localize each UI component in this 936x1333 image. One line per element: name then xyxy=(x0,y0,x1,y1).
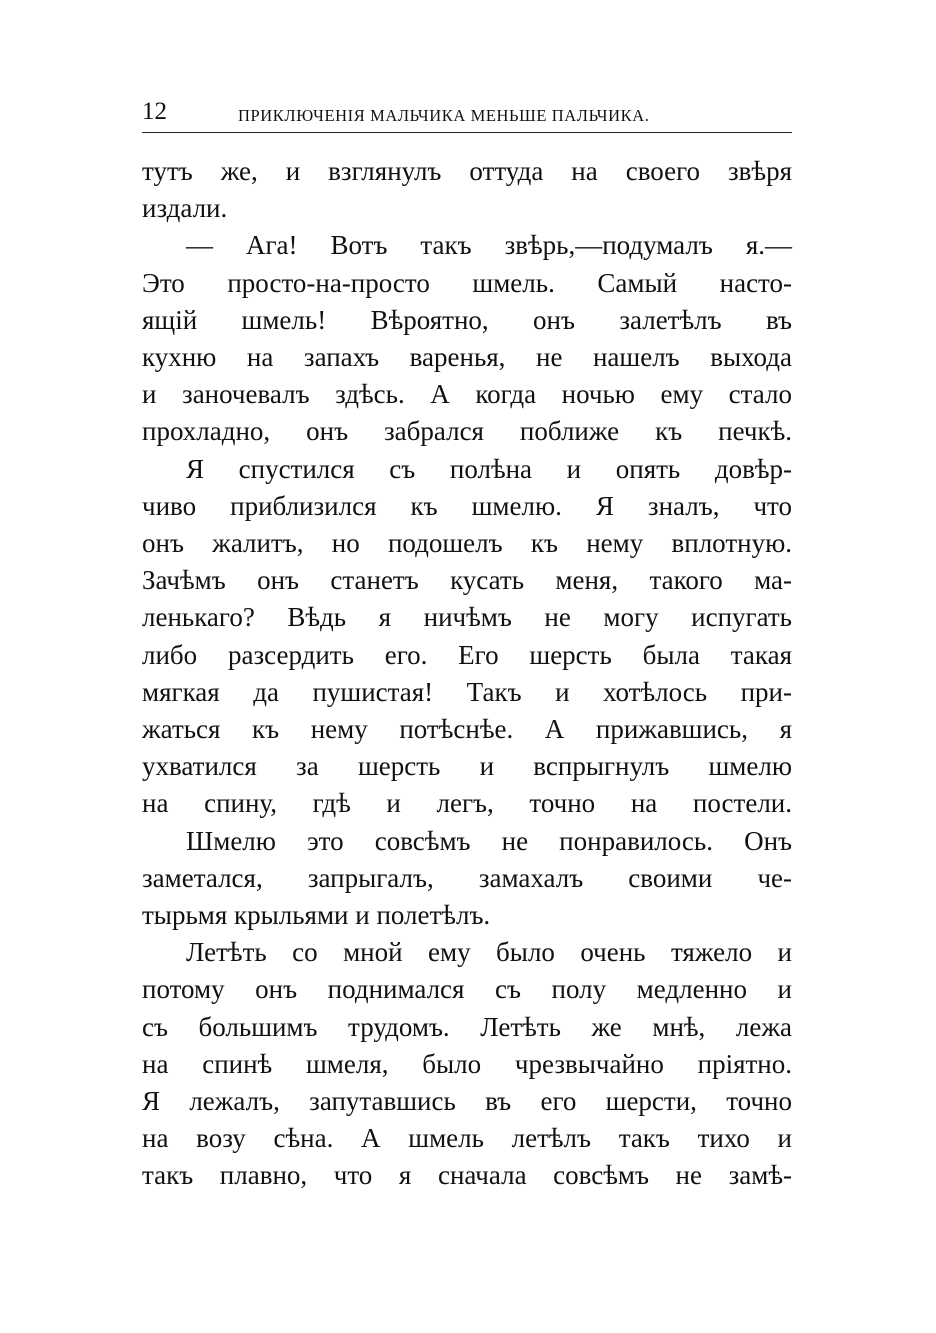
text-line: жаться къ нему потѣснѣе. А прижавшись, я xyxy=(142,714,792,745)
text-line: Это просто-на-просто шмель. Самый насто- xyxy=(142,267,792,298)
running-title: ПРИКЛЮЧЕНІЯ МАЛЬЧИКА МЕНЬШЕ ПАЛЬЧИКА. xyxy=(238,106,650,125)
text-line: съ большимъ трудомъ. Летѣть же мнѣ, лежа xyxy=(142,1011,792,1042)
text-line: мягкая да пушистая! Такъ и хотѣлось при- xyxy=(142,676,792,707)
text-line: чиво приблизился къ шмелю. Я зналъ, что xyxy=(142,490,792,521)
text-line: потому онъ поднимался съ полу медленно и xyxy=(142,974,792,1005)
text-line: издали. xyxy=(142,193,228,224)
text-line: тутъ же, и взглянулъ оттуда на своего звѣря xyxy=(142,156,792,186)
text-line: ленькаго? Вѣдь я ничѣмъ не могу испугать xyxy=(142,602,792,633)
running-header xyxy=(142,96,792,133)
text-line: Летѣть со мной ему было очень тяжело и xyxy=(186,937,792,968)
text-line: такъ плавно, что я сначала совсѣмъ не замѣ- xyxy=(142,1160,792,1191)
text-line: на спину, гдѣ и легъ, точно на постели. xyxy=(142,788,792,819)
text-line: ящій шмель! Вѣроятно, онъ залетѣлъ въ xyxy=(142,304,792,335)
text-line: — Ага! Вотъ такъ звѣрь,—подумалъ я.— xyxy=(186,230,792,261)
text-line: Шмелю это совсѣмъ не понравилось. Онъ xyxy=(186,825,792,856)
text-line: либо разсердить его. Его шерсть была такая xyxy=(142,639,792,670)
paragraph-3 xyxy=(142,451,792,823)
text-line: кухню на запахъ варенья, не нашелъ выхода xyxy=(142,342,792,373)
text-line: прохладно, онъ забрался поближе къ печкѣ. xyxy=(142,416,792,447)
text-line: на возу сѣна. А шмель летѣлъ такъ тихо и xyxy=(142,1123,792,1154)
paragraph-1 xyxy=(142,153,792,227)
text-line: и заночевалъ здѣсь. А когда ночью ему стало xyxy=(142,379,792,410)
text-line: Я лежалъ, запутавшись въ его шерсти, точно xyxy=(142,1086,792,1117)
paragraph-5 xyxy=(142,934,792,1194)
text-line: Зачѣмъ онъ станетъ кусать меня, такого ма- xyxy=(142,565,792,596)
paragraph-4 xyxy=(142,823,792,935)
text-line: Я спустился съ полѣна и опять довѣр- xyxy=(186,453,792,484)
body-text xyxy=(142,153,792,1195)
text-line: на спинѣ шмеля, было чрезвычайно пріятно. xyxy=(142,1048,792,1079)
book-page xyxy=(142,96,792,1195)
paragraph-2 xyxy=(142,227,792,450)
text-line: заметался, запрыгалъ, замахалъ своими че- xyxy=(142,862,792,893)
text-line: тырьмя крыльями и полетѣлъ. xyxy=(142,900,491,931)
text-line: онъ жалитъ, но подошелъ къ нему вплотную. xyxy=(142,528,792,559)
page-number: 12 xyxy=(142,98,167,125)
text-line: ухватился за шерсть и вспрыгнулъ шмелю xyxy=(142,751,792,782)
